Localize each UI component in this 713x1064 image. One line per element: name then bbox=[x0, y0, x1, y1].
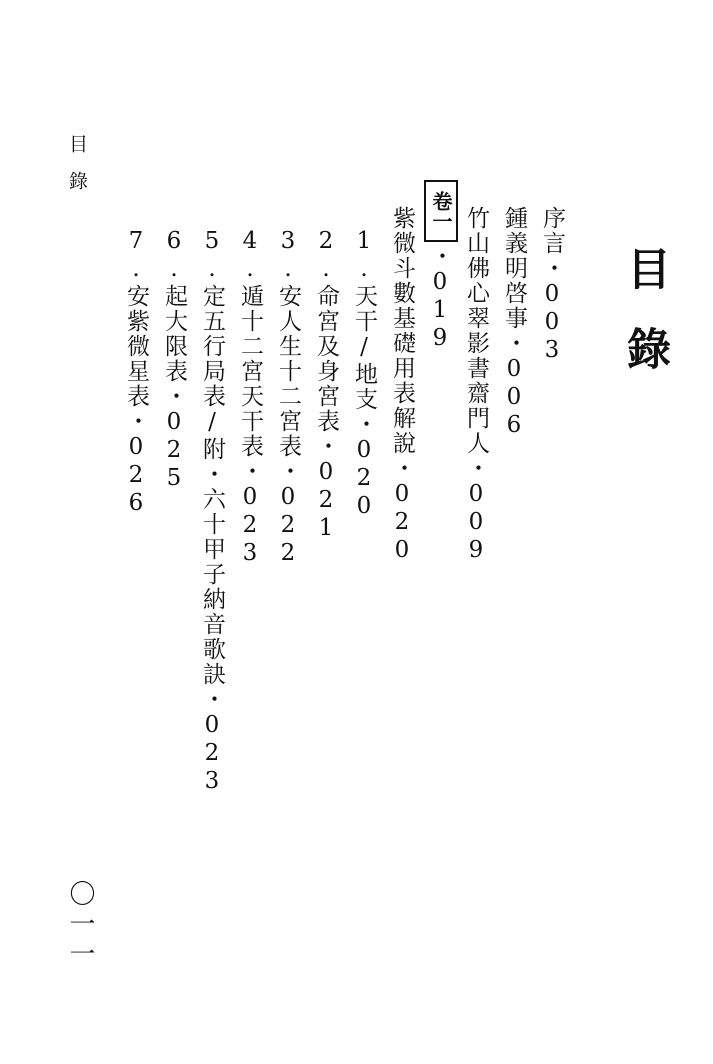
toc-item-1: 1.天干/地支・020 bbox=[351, 228, 377, 521]
toc-item-5: 5.定五行局表/附・六十甲子納音歌訣・023 bbox=[199, 228, 225, 796]
toc-item-6: 6.起大限表・025 bbox=[161, 228, 187, 493]
toc-item-4: 4.遁十二宮天干表・023 bbox=[237, 228, 263, 568]
toc-entry-zhu: 竹山佛心翠影書齋門人・009 bbox=[463, 206, 489, 565]
juan-one-page: ・019 bbox=[427, 244, 453, 353]
juan-one-box: 卷一 bbox=[424, 180, 458, 242]
toc-item-2: 2.命宮及身宮表・021 bbox=[313, 228, 339, 543]
toc-item-3: 3.安人生十二宮表・022 bbox=[275, 228, 301, 568]
toc-section-title: 紫微斗數基礎用表解說・020 bbox=[389, 206, 415, 565]
toc-entry-preface: 序言・003 bbox=[539, 206, 565, 365]
toc-item-7: 7.安紫微星表・026 bbox=[123, 228, 149, 518]
side-running-header: 目錄 bbox=[66, 134, 88, 208]
toc-entry-zhong: 鍾義明啓事・006 bbox=[501, 206, 527, 440]
page-title: 目錄 bbox=[619, 246, 670, 406]
page-number: 〇一一 bbox=[65, 880, 95, 970]
